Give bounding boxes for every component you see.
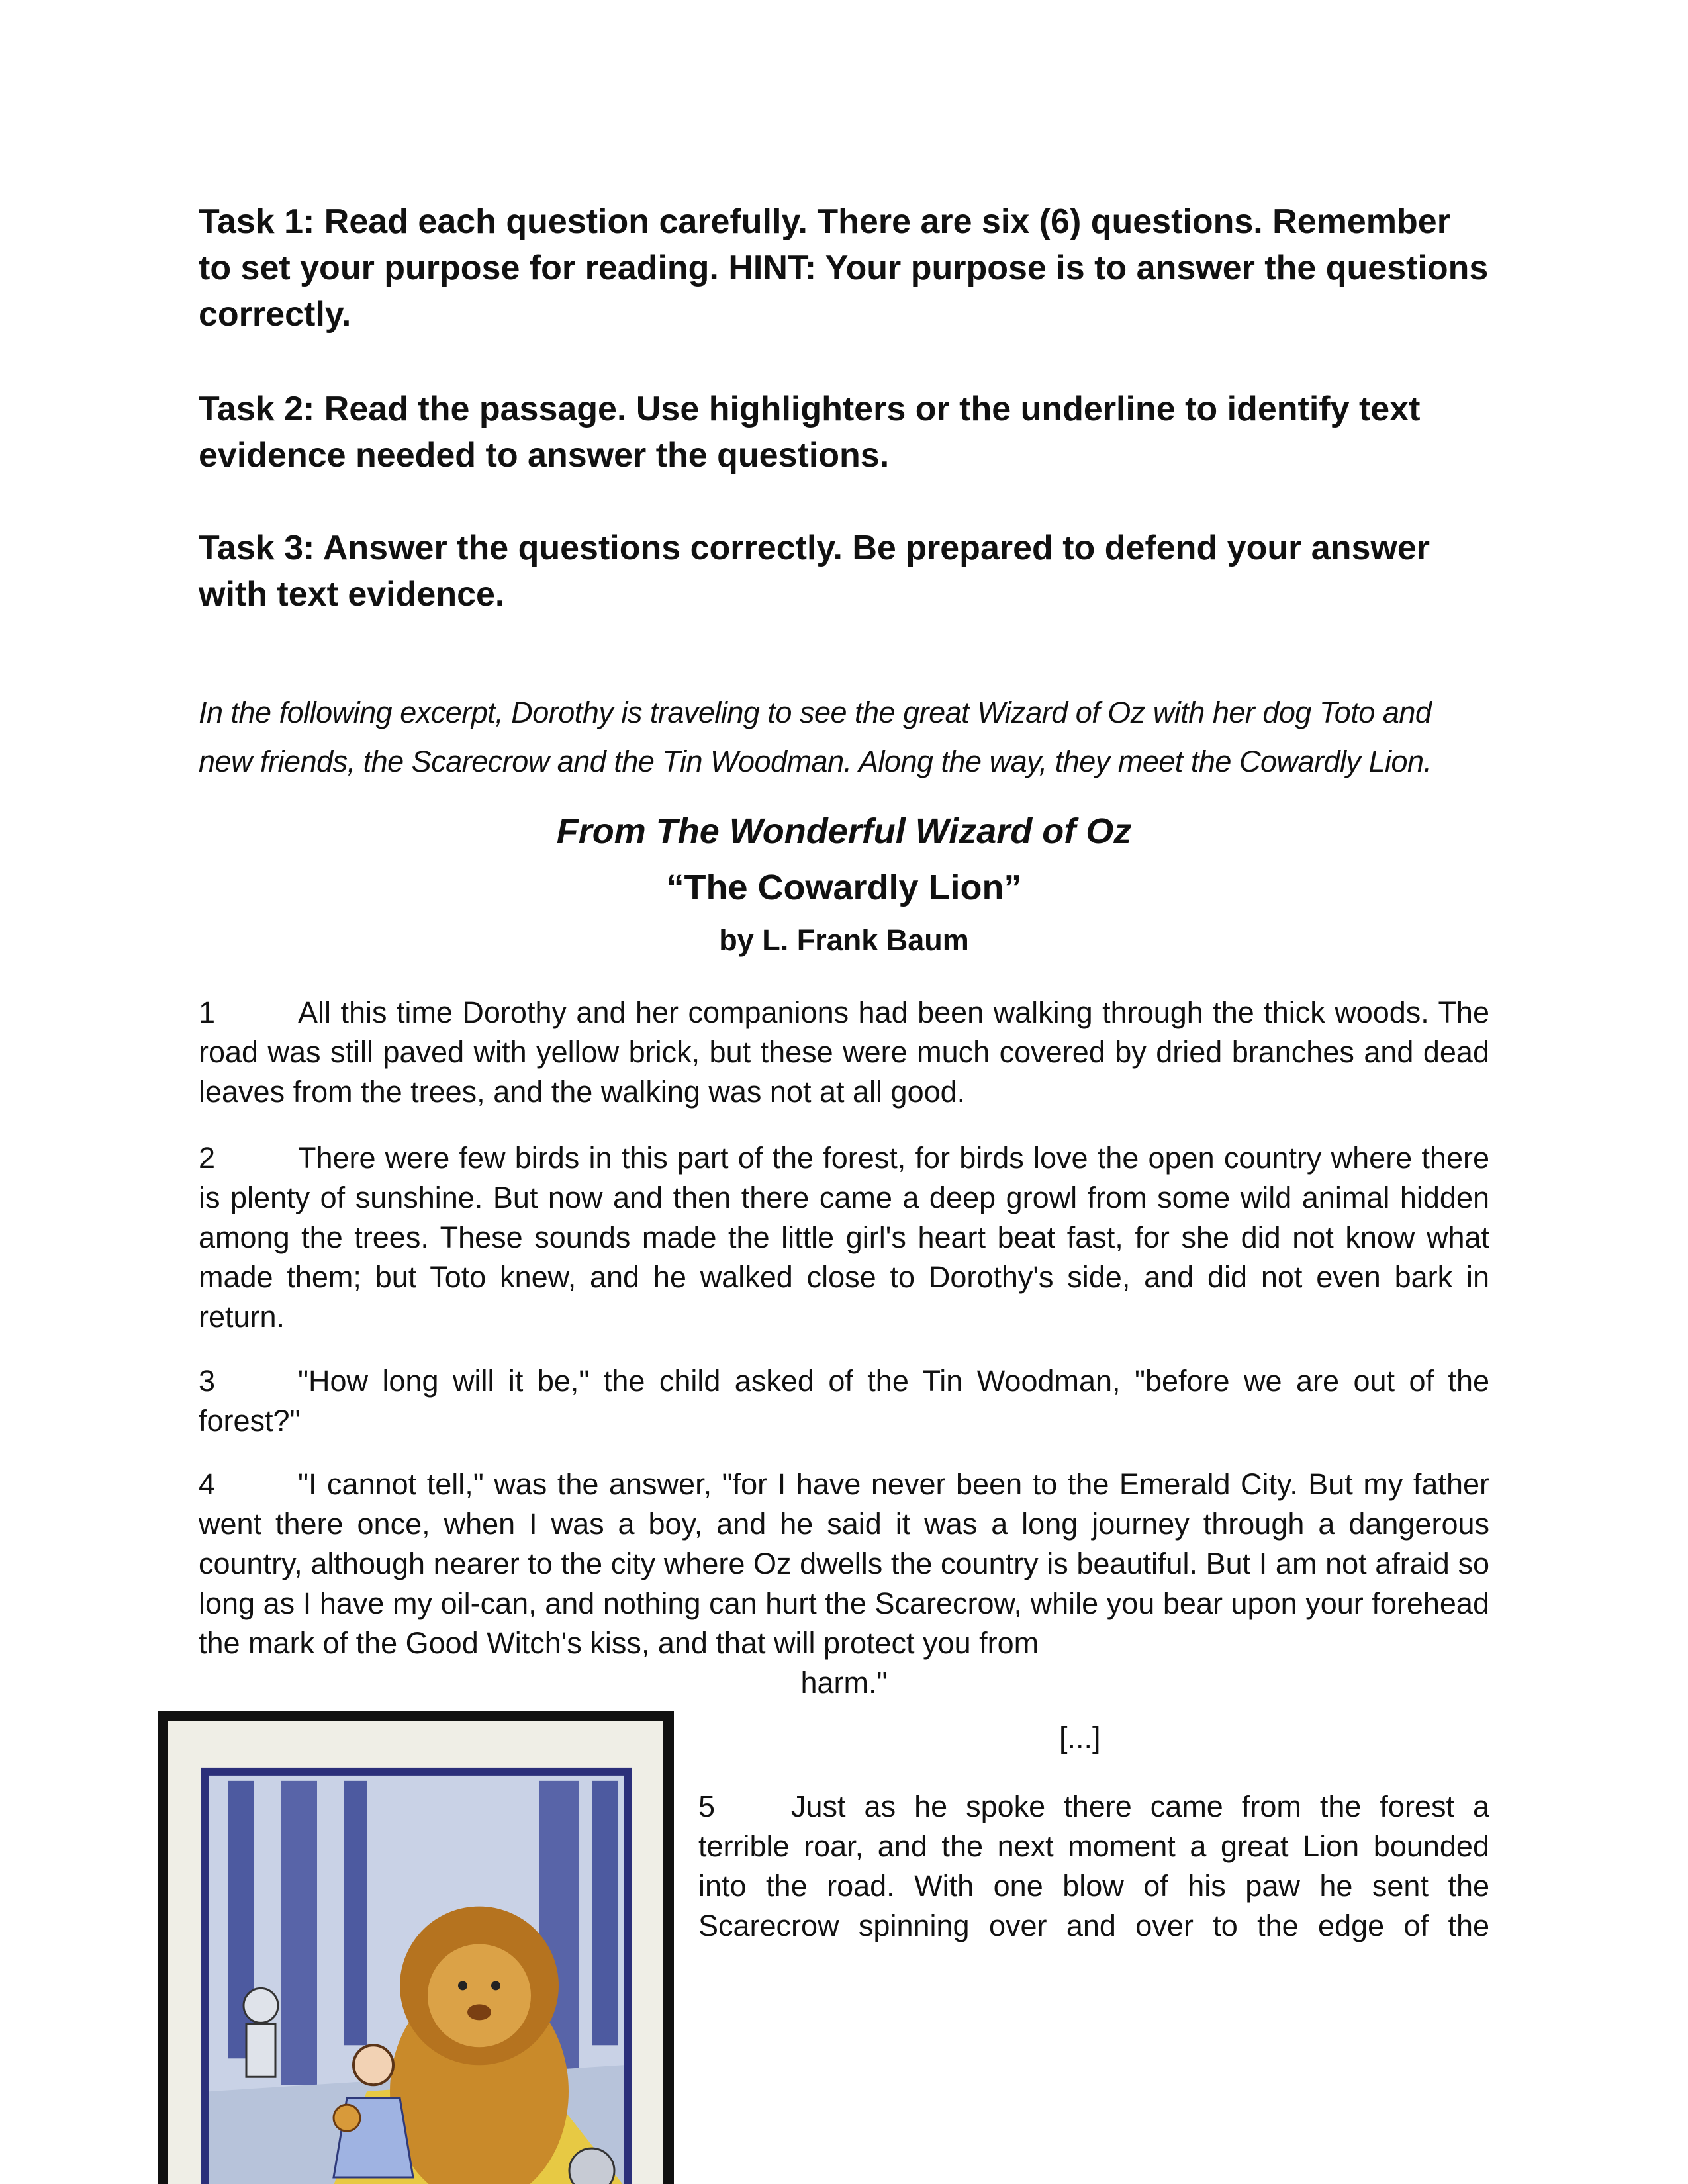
source-title: From The Wonderful Wizard of Oz [556,811,1132,851]
paragraph-4 [199,1465,1489,1703]
paragraph-number: 2 [199,1141,216,1175]
paragraph-number: 4 [199,1467,216,1501]
paragraph-text: Just as he spoke there came from the forest a terrible roar, and the next moment a great Lion bounded into the road. With one blow of his paw he sent the Scarecrow spinning over and over to the edge of the [698,1790,1489,1942]
author-line: by L. Frank Baum [719,923,969,957]
paragraph-1 [199,993,1489,1112]
chapter-title: “The Cowardly Lion” [666,868,1022,907]
cowardly-lion-illustration [158,1711,674,2184]
paragraph-text: All this time Dorothy and her companions had been walking through the thick woods. The road was still paved with yellow brick, but these were much covered by dried branches and dead leaves from the trees, and the walking was not at all good. [199,995,1489,1109]
task-3-instruction: Task 3: Answer the questions correctly. Be prepared to defend your answer with text evidence. [199,529,1430,614]
paragraph-2 [199,1138,1489,1337]
paragraph-text: There were few birds in this part of the forest, for birds love the open country where there is plenty of sunshine. But now and then there came a deep growl from some wild animal hidden among the trees. These sounds made the little girl's heart beat fast, for she did not know what made them; but Toto knew, and he walked close to Dorothy's side, and did not even bark in return. [199,1141,1489,1334]
task-1-instruction: Task 1: Read each question carefully. There are six (6) questions. Remember to set your purpose for reading. HINT: Your purpose is to answer the questions correctly. [199,203,1489,334]
paragraph-text: "How long will it be," the child asked of the Tin Woodman, "before we are out of the forest?" [199,1364,1489,1437]
paragraph-text: "I cannot tell," was the answer, "for I have never been to the Emerald City. But my father went there once, when I was a boy, and he said it was a long journey through a dangerous country, although nearer to the city where Oz dwells the country is beautiful. But I am not afraid so long as I have my oil-can, and nothing can hurt the Scarecrow, while you bear upon your forehead the mark of the Good Witch's kiss, and that will protect you from [199,1467,1489,1660]
paragraph-number: 5 [698,1790,716,1823]
paragraph-5 [698,1787,1489,1946]
paragraph-number: 3 [199,1364,216,1398]
paragraph-number: 1 [199,995,216,1029]
intro-note: In the following excerpt, Dorothy is traveling to see the great Wizard of Oz with her dog Toto and new friends, the Scarecrow and the Tin Woodman. Along the way, they meet the Cowardly Lion. [199,696,1432,778]
task-2-instruction: Task 2: Read the passage. Use highlighters or the underline to identify text evidence needed to answer the questions. [199,390,1421,475]
omission-marker: [...] [1059,1721,1101,1754]
illustration-art [168,1721,663,2184]
paragraph-last-line: harm." [800,1666,888,1700]
paragraph-3 [199,1361,1489,1441]
